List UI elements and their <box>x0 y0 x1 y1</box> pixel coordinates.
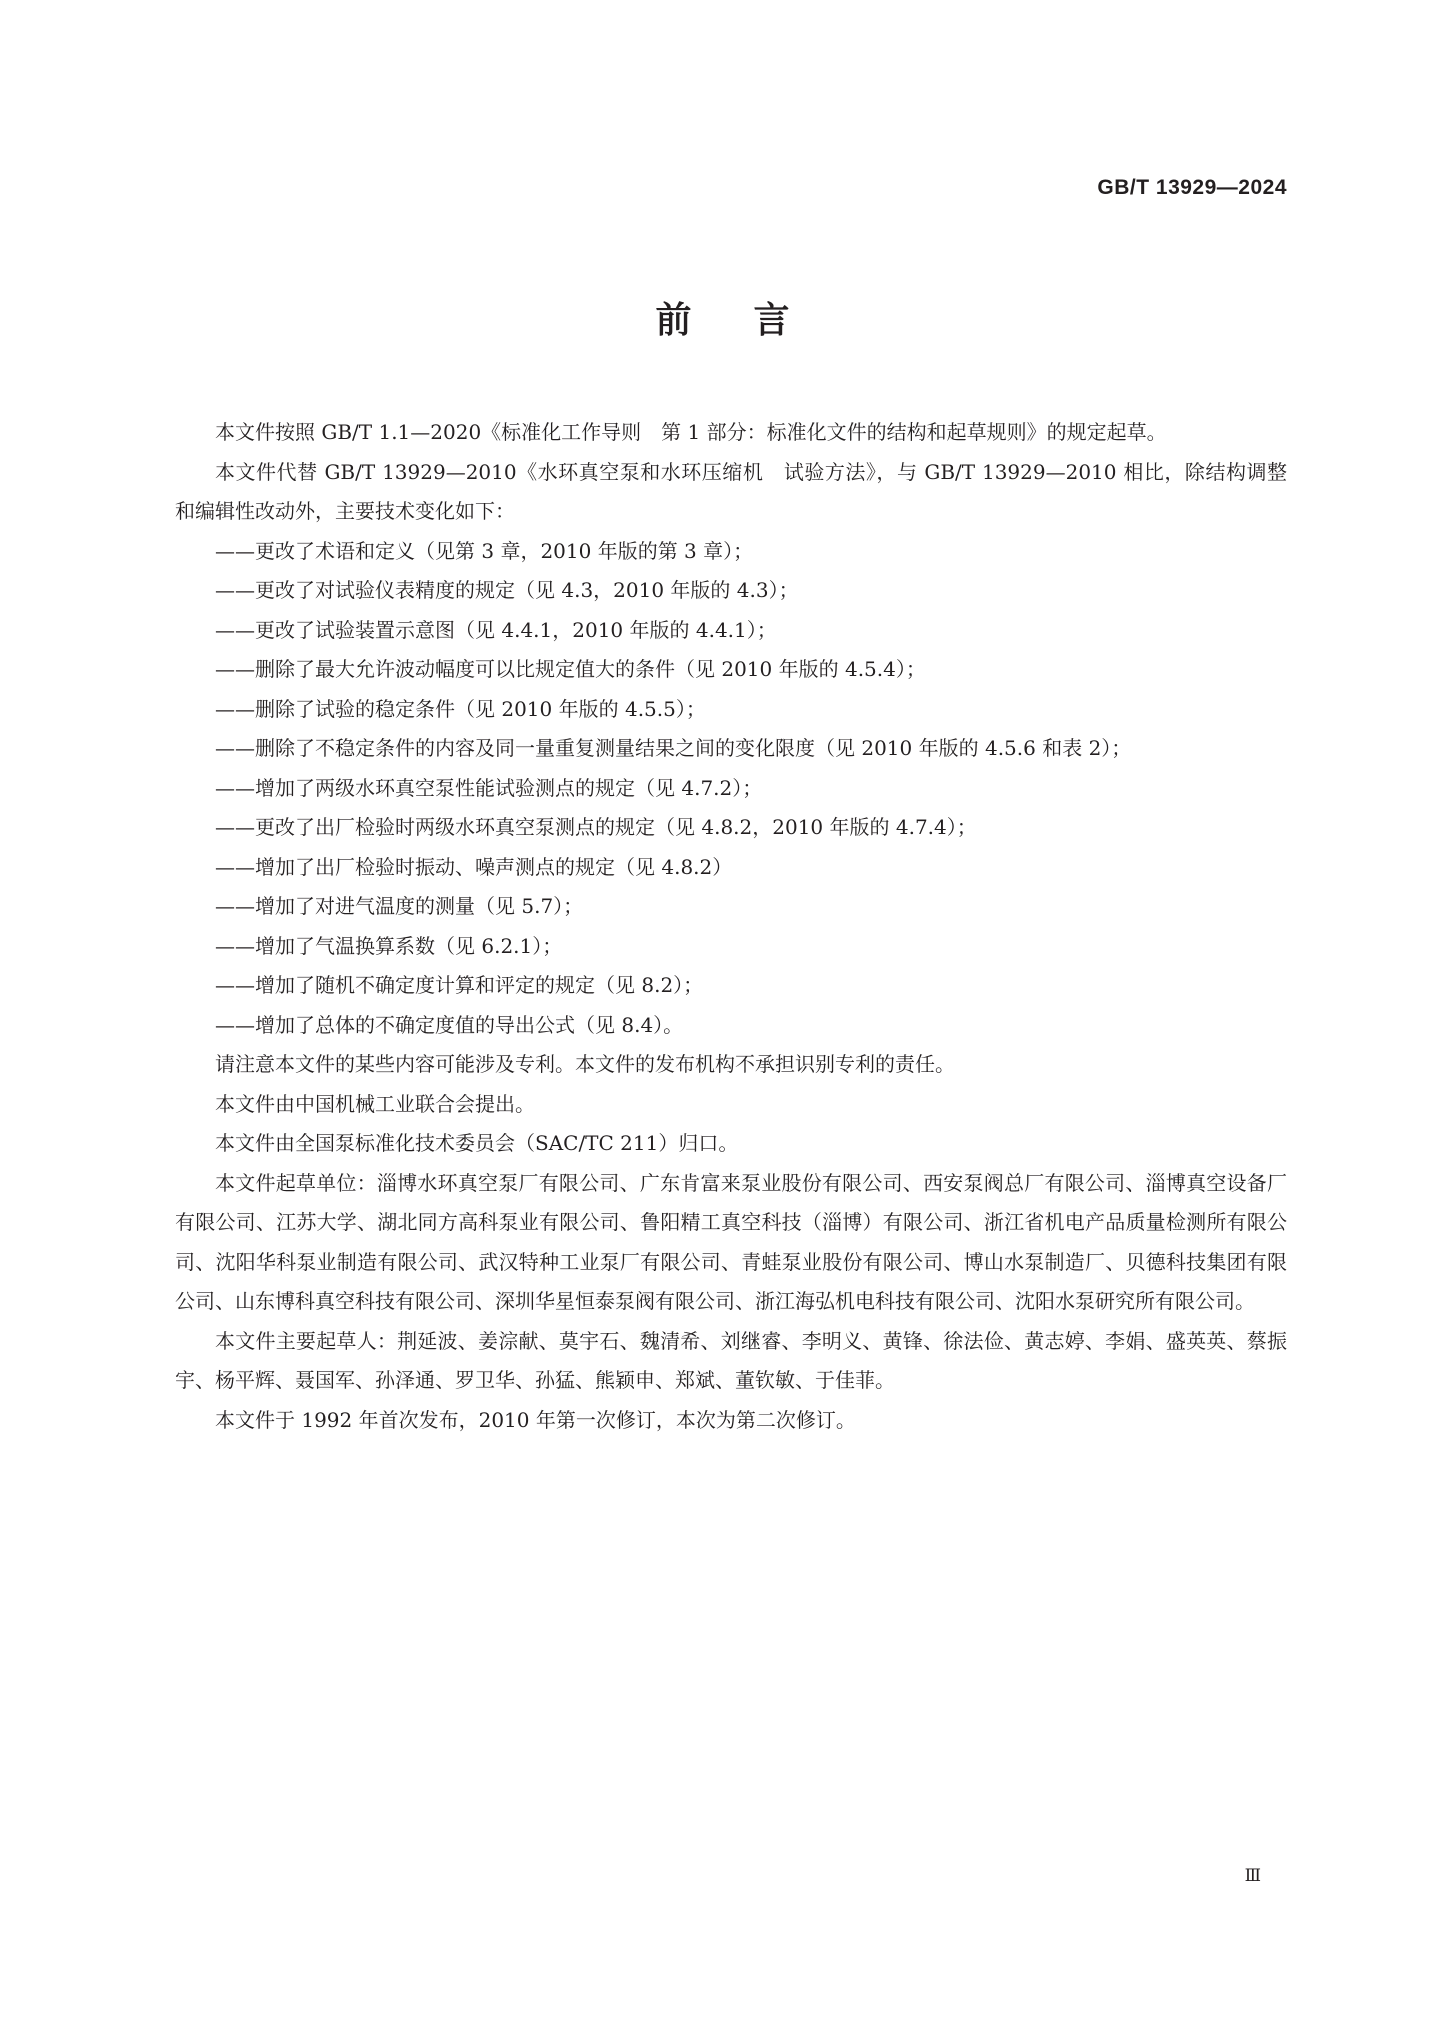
page-number: Ⅲ <box>1244 1866 1261 1886</box>
revision-history: 本文件于 1992 年首次发布，2010 年第一次修订，本次为第二次修订。 <box>215 1407 856 1432</box>
change-item: ——增加了对进气温度的测量（见 5.7）； <box>215 894 584 918</box>
change-item: ——删除了最大允许波动幅度可以比规定值大的条件（见 2010 年版的 4.5.4）； <box>215 657 926 681</box>
scope-paragraph: 本文件按照 GB/T 1.1—2020《标准化工作导则 第 1 部分：标准化文件的结构和起草规则》的规定起草。 <box>215 420 1167 444</box>
change-item: ——更改了试验装置示意图（见 4.4.1，2010 年版的 4.4.1）； <box>215 617 777 642</box>
replacement-paragraph: 本文件代替 GB/T 13929—2010《水环真空泵和水环压缩机 试验方法》，与 GB/T 13929—2010 相比，除结构调整和编辑性改动外，主要技术变化如下： <box>175 459 1287 523</box>
proposer-statement: 本文件由中国机械工业联合会提出。 <box>215 1091 535 1116</box>
foreword-body <box>175 413 1287 1440</box>
standard-number: GB/T 13929—2024 <box>1097 176 1287 199</box>
change-item: ——删除了试验的稳定条件（见 2010 年版的 4.5.5）； <box>215 696 706 721</box>
drafters: 本文件主要起草人：荆延波、姜淙献、莫宇石、魏清希、刘继睿、李明义、黄锋、徐法俭、黄志婷、李娟、盛英英、蔡振宇、杨平辉、聂国军、孙泽通、罗卫华、孙猛、熊颖申、郑斌、董钦敏、于佳菲。 <box>175 1328 1287 1392</box>
change-item: ——增加了两级水环真空泵性能试验测点的规定（见 4.7.2）； <box>215 775 763 800</box>
change-item: ——增加了气温换算系数（见 6.2.1）； <box>215 933 563 958</box>
change-item: ——更改了对试验仪表精度的规定（见 4.3，2010 年版的 4.3）； <box>215 578 799 602</box>
drafting-units: 本文件起草单位：淄博水环真空泵厂有限公司、广东肯富来泵业股份有限公司、西安泵阀总厂有限公司、淄博真空设备厂有限公司、江苏大学、湖北同方高科泵业有限公司、鲁阳精工真空科技（淄博）有限公司、浙江省机电产品质量检测所有限公司、沈阳华科泵业制造有限公司、武汉特种工业泵厂有限公司、青蛙泵业股份有限公司、博山水泵制造厂、贝德科技集团有限公司、山东博科真空科技有限公司、深圳华星恒泰泵阀有限公司、浙江海弘机电科技有限公司、沈阳水泵研究所有限公司。 <box>175 1170 1287 1313</box>
change-item: ——更改了出厂检验时两级水环真空泵测点的规定（见 4.8.2，2010 年版的 4.7.4）； <box>215 815 977 839</box>
change-item: ——增加了总体的不确定度值的导出公式（见 8.4）。 <box>215 1012 684 1037</box>
committee-statement: 本文件由全国泵标准化技术委员会（SAC/TC 211）归口。 <box>215 1131 739 1155</box>
page-title: 前言 <box>655 300 852 341</box>
change-item: ——增加了随机不确定度计算和评定的规定（见 8.2）； <box>215 973 704 997</box>
patent-notice: 请注意本文件的某些内容可能涉及专利。本文件的发布机构不承担识别专利的责任。 <box>215 1052 955 1076</box>
change-item: ——增加了出厂检验时振动、噪声测点的规定（见 4.8.2） <box>215 854 733 879</box>
change-item: ——更改了术语和定义（见第 3 章，2010 年版的第 3 章）； <box>215 538 754 563</box>
change-item: ——删除了不稳定条件的内容及同一量重复测量结果之间的变化限度（见 2010 年版的 4.5.6 和表 2）； <box>215 736 1132 760</box>
